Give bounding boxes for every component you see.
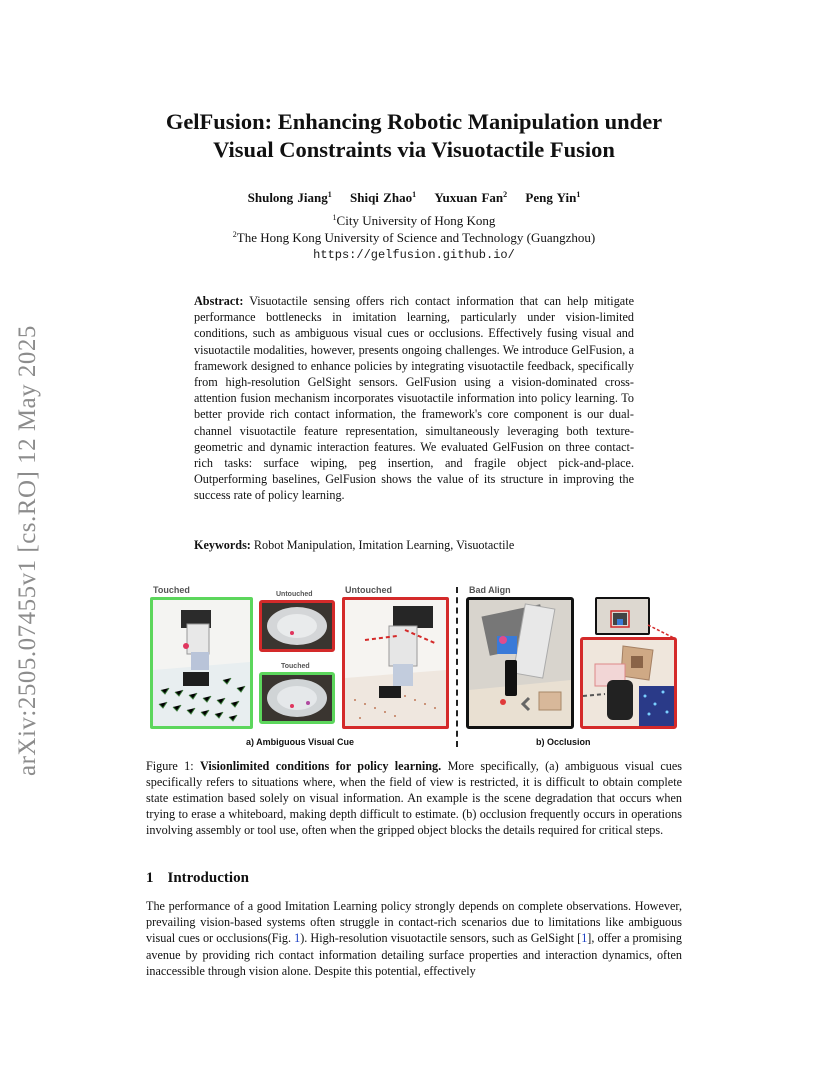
keywords-text: Robot Manipulation, Imitation Learning, Visuotactile: [253, 538, 515, 552]
touched-tactile-illustration: [262, 675, 332, 721]
bad-align-scene-illustration: [469, 600, 571, 726]
title-line-1: GelFusion: Enhancing Robotic Manipulation under: [165, 109, 663, 134]
author: Yuxuan Fan$^2$: [434, 190, 508, 205]
occlusion-zoom-photo: [580, 637, 677, 729]
bad-align-photo: [466, 597, 574, 729]
touched-scene-illustration: [153, 600, 250, 726]
untouched-tactile-illustration: [262, 603, 332, 649]
paper-title: [120, 108, 708, 164]
label-touched: Touched: [153, 585, 190, 595]
zoom-connector-line: [646, 623, 682, 643]
affiliation: $^1$City University of Hong Kong: [332, 213, 496, 228]
keywords-label: Keywords:: [194, 538, 251, 552]
label-untouched: Untouched: [345, 585, 392, 595]
caption-title: Visionlimited conditions for policy learning.: [200, 759, 442, 773]
occlusion-overview-inset: [595, 597, 650, 635]
citation-link[interactable]: 1: [581, 931, 588, 946]
abstract: [194, 293, 634, 504]
touched-photo: [150, 597, 253, 729]
occlusion-zoom-illustration: [583, 640, 674, 726]
label-untouched-small: Untouched: [276, 591, 313, 598]
figure-1: [146, 583, 682, 751]
label-bad-align: Bad Align: [469, 585, 511, 595]
subfigure-a-label: a) Ambiguous Visual Cue: [246, 737, 355, 747]
author: Peng Yin$^1$: [525, 190, 581, 205]
subfigure-b-label: b) Occlusion: [536, 737, 591, 747]
affiliation: $^2$The Hong Kong University of Science and Technology (Guangzhou): [232, 230, 596, 245]
untouched-tactile-image: [259, 600, 335, 652]
title-line-2: Visual Constraints via Visuotactile Fusion: [213, 137, 615, 162]
figure-caption: [146, 758, 682, 838]
author-list: [120, 186, 708, 206]
section-number: 1: [146, 870, 154, 886]
caption-label: Figure 1:: [146, 759, 194, 773]
caption-text: More specifically, (a) ambiguous visual cues specifically refers to situations where, when the field of view is restricted, it is difficult to obtain complete state estimation based solely on visual information. An example is the scene degradation that occurs when trying to erase a whiteboard, making depth difficult to estimate. (b) occlusion frequently occurs in operations involving assembly or tool use, often when the gripped object blocks the details required for critical steps.: [146, 759, 683, 837]
section-title: Introduction: [167, 870, 249, 886]
abstract-label: Abstract:: [194, 294, 244, 308]
untouched-scene-illustration: [345, 600, 446, 726]
author: Shiqi Zhao$^1$: [350, 190, 417, 205]
author: Shulong Jiang$^1$: [247, 190, 332, 205]
label-touched-small: Touched: [281, 663, 310, 670]
untouched-photo: [342, 597, 449, 729]
touched-tactile-image: [259, 672, 335, 724]
figure-reference-link[interactable]: 1: [294, 931, 301, 946]
project-url-link[interactable]: https://gelfusion.github.io/: [313, 248, 515, 262]
arxiv-identifier: arXiv:2505.07455v1 [cs.RO] 12 May 2025: [14, 325, 41, 776]
section-heading: [146, 870, 249, 887]
introduction-paragraph: The performance of a good Imitation Learning policy strongly depends on complete observations. However, prevailing vision-based systems often struggle in contact-rich scenarios due to limitations like ambiguous visual cues or occlusions(Fig. 1). High-resolution visuotactile sensors, such as GelSight [1], offer a promising avenue by providing rich contact information detailing surface properties and interaction dynamics, often inaccessible through vision alone. Despite this potential, effectively: [146, 899, 682, 978]
keywords: [194, 537, 634, 553]
section-divider: [456, 587, 458, 747]
abstract-text: Visuotactile sensing offers rich contact information that can help mitigate performance bottlenecks in imitation learning, particularly under vision-limited conditions, such as ambiguous visual cues or occlusions. Effectively fusing visual and visuotactile modalities, however, presents ongoing challenges. We introduce GelFusion, a framework designed to enhance policies by integrating visuotactile feedback, specifically from high-resolution GelSight sensors. GelFusion using a vision-dominated cross-attention fusion mechanism incorporates visuotactile information into policy learning. To better provide rich contact information, the framework's core component is our dual-channel visuotactile feature representation, simultaneously leveraging both texture-geometric and dynamic interaction features. We evaluated GelFusion on three contact-rich tasks: surface wiping, peg insertion, and fragile object pick-and-place. Outperforming baselines, GelFusion shows the value of its structure in improving the success rate of policy learning.: [194, 294, 634, 503]
occlusion-overview-illustration: [597, 599, 648, 633]
